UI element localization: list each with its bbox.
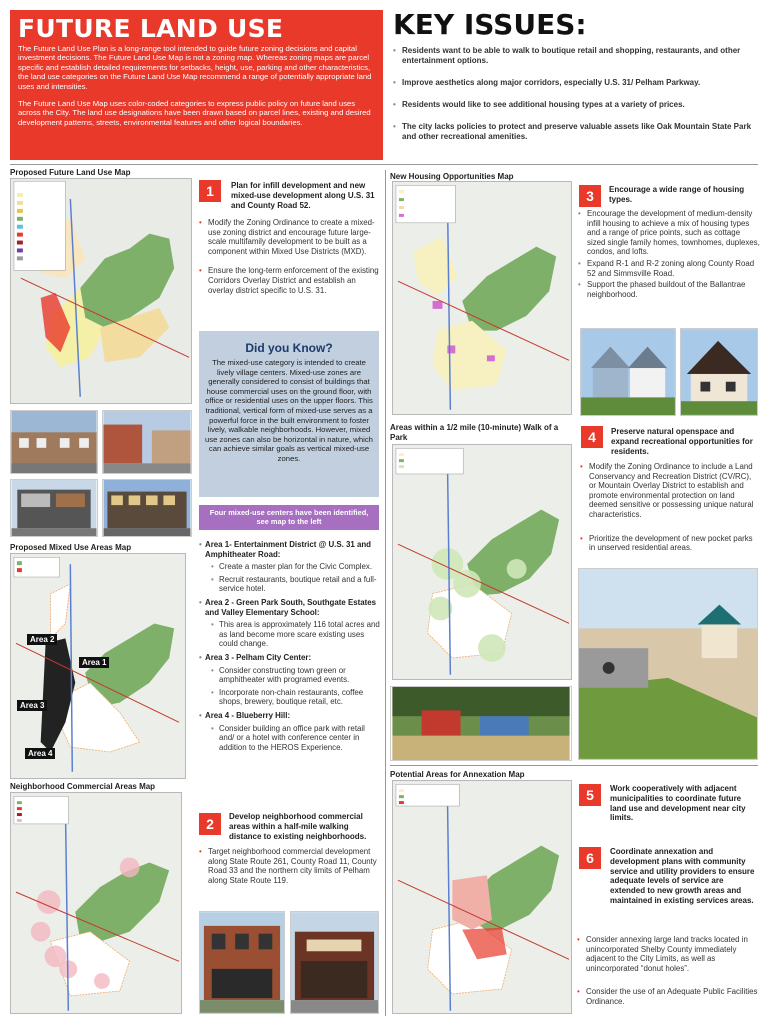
- goal-2-title: Develop neighborhood commercial areas within a half-mile walking distance to existing neighborhoods.: [229, 812, 367, 841]
- area-2-heading: • Area 2 - Green Park South, Southgate Estates and Valley Elementary School:: [199, 598, 381, 617]
- goal-1-title: Plan for infill development and new mixed-use development along U.S. 31 and County Road 52.: [231, 181, 375, 210]
- area-3-heading: • Area 3 - Pelham City Center:: [199, 653, 381, 663]
- goal-4-badge: 4: [581, 426, 603, 448]
- goal-4-bullets: [580, 462, 760, 559]
- header-divider: [10, 164, 758, 165]
- cottage-homes-photo: [580, 328, 676, 416]
- area-3-item: • Consider constructing town green or amphitheater with programed events.: [211, 666, 381, 685]
- page-title: FUTURE LAND USE: [18, 14, 284, 43]
- area-1-item: • Recruit restaurants, boutique retail and a full-service hotel.: [211, 575, 381, 594]
- goal-3-bullet: • Support the phased buildout of the Ballantrae neighborhood.: [578, 280, 760, 299]
- key-issue: • Residents want to be able to walk to boutique retail and shopping, restaurants, and other entertainment options.: [393, 46, 763, 66]
- goal-4-bullet: • Prioritize the development of new pocket parks in unserved residential areas.: [580, 534, 760, 553]
- goal-1-badge: 1: [199, 180, 221, 202]
- column-divider: [385, 170, 386, 1016]
- right-divider: [390, 765, 758, 766]
- goal-3-bullet: • Encourage the development of medium-density infill housing to achieve a mix of housing types and a range of price points, such as cottage sized single family homes, townhomes, duplexes, condos, and lofts.: [578, 209, 760, 257]
- goal-2-bullets: [199, 847, 381, 891]
- future-land-use-panel: [10, 10, 383, 160]
- area-4-heading: • Area 4 - Blueberry Hill:: [199, 711, 381, 721]
- cafe-photo: [290, 911, 379, 1014]
- land-use-map-title: Proposed Future Land Use Map: [10, 168, 131, 177]
- area-2-item: • This area is approximately 116 total acres and as land become more scare existing uses could change.: [211, 620, 381, 649]
- area-1-heading: • Area 1- Entertainment District @ U.S. 31 and Amphitheater Road:: [199, 540, 381, 559]
- area-3-item: • Incorporate non-chain restaurants, coffee shops, brewery, boutique retail, etc.: [211, 688, 381, 707]
- goal-3-badge: 3: [579, 185, 601, 207]
- future-land-use-map: [10, 178, 192, 404]
- goal-5-title: Work cooperatively with adjacent municipalities to coordinate future land use and development near city limits.: [610, 784, 746, 823]
- goal-5-badge: 5: [579, 784, 601, 806]
- walk-map-title: Areas within a 1/2 mile (10-minute) Walk of a Park: [390, 423, 559, 442]
- goal-4-bullet: • Modify the Zoning Ordinance to include a Land Conservancy and Recreation District (CV/RC), or Mountain Overlay District to establish and promote environmental protection on land deemed sensitive or possessing unique natural characteristics.: [580, 462, 760, 520]
- townhome-photo: [10, 410, 98, 474]
- goal-1-bullet: • Ensure the long-term enforcement of the existing Corridors Overlay District and establish an overlay district specific to U.S. 31.: [199, 266, 381, 295]
- area-3-label: Area 3: [17, 700, 47, 711]
- neighborhood-map-title: Neighborhood Commercial Areas Map: [10, 782, 156, 791]
- goal-6-bullet: • Consider the use of an Adequate Public Facilities Ordinance.: [577, 987, 759, 1006]
- area-4-item: • Consider building an office park with retail and/ or a hotel with conference center in addition to the HEROS Experience.: [211, 724, 381, 753]
- area-4-label: Area 4: [25, 748, 55, 759]
- neighborhood-commercial-map: [10, 792, 182, 1014]
- mixed-use-areas-map: [10, 553, 186, 779]
- mixed-use-callout: Four mixed-use centers have been identified, see map to the left: [199, 505, 379, 530]
- goal-2-badge: 2: [199, 813, 221, 835]
- area-1-item: • Create a master plan for the Civic Complex.: [211, 562, 381, 572]
- brick-storefront-photo: [199, 911, 285, 1014]
- playground-photo: [390, 686, 572, 761]
- goal-3-bullets: [578, 209, 760, 305]
- mixed-use-street-photo: [102, 410, 192, 474]
- key-issues-list: [393, 46, 763, 142]
- annexation-map-title: Potential Areas for Annexation Map: [390, 770, 525, 779]
- did-you-know-title: Did you Know?: [245, 341, 333, 355]
- goal-6-bullets: [577, 935, 759, 1013]
- key-issues-title: KEY ISSUES:: [393, 8, 587, 41]
- key-issues-panel: [393, 10, 763, 160]
- goal-3-title: Encourage a wide range of housing types.: [609, 185, 745, 204]
- goal-6-bullet: • Consider annexing large land tracks located in unincorporated Shelby County immediately adjacent to the City Limits, as well as unincorporated “donut holes”.: [577, 935, 759, 973]
- goal-6-badge: 6: [579, 847, 601, 869]
- key-issue: • Residents would like to see additional housing types at a variety of prices.: [393, 100, 763, 110]
- gazebo-park-photo: [578, 568, 758, 760]
- goal-6-title: Coordinate annexation and development plans with community service and utility providers to ensure adequate levels of service are extended to new growth areas and maintained in existing services areas.: [610, 847, 755, 905]
- did-you-know-body: The mixed-use category is intended to create lively village centers. Mixed-use zones are generally considered to consist of buildings that house commercial uses on the ground floor, with office or residential uses on the upper floors. This traditional, vertical form of mixed-use serves as a powerful force in the built environment to foster lively, walkable neighborhoods. However, mixed use zones can also be horizontal in nature, which can achieve similar goals as vertical mixed-use zones.: [205, 358, 373, 463]
- park-walk-map: [392, 444, 572, 680]
- key-issue: • The city lacks policies to protect and preserve valuable assets like Oak Mountain State Park and other recreational amenities.: [393, 122, 763, 142]
- goal-2-bullet: • Target neighborhood commercial development along State Route 261, County Road 11, County Road 33 and the northern city limits of Pelham along State Route 119.: [199, 847, 381, 885]
- goal-1-bullets: [199, 218, 381, 301]
- goal-3-bullet: • Expand R-1 and R-2 zoning along County Road 52 and Simmsville Road.: [578, 259, 760, 278]
- lofts-photo: [102, 479, 192, 537]
- area-1-label: Area 1: [79, 657, 109, 668]
- did-you-know-box: [199, 331, 379, 497]
- new-housing-map: [392, 181, 572, 415]
- intro-paragraph-2: The Future Land Use Map uses color-coded categories to express public policy on future land uses across the City. The land use designations have been drawn based on parcel lines, existing and desired development patterns, streets, environmental features and other logical boundaries.: [18, 99, 371, 127]
- tudor-home-photo: [680, 328, 758, 416]
- goal-1-bullet: • Modify the Zoning Ordinance to create a mixed-use zoning district and encourage future large-scale multifamily development to be built as a component within Mixed Use Districts (MXD).: [199, 218, 381, 256]
- annexation-map: [392, 780, 572, 1014]
- goal-4-title: Preserve natural openspace and expand recreational opportunities for residents.: [611, 427, 753, 456]
- key-issue: • Improve aesthetics along major corridors, especially U.S. 31/ Pelham Parkway.: [393, 78, 763, 88]
- intro-paragraph-1: The Future Land Use Plan is a long-range tool intended to guide future zoning decisions and capital investment decisions. The Future Land Use Map is not a zoning map. Whereas zoning maps are parcel specific and establish detailed requirements for setbacks, height, use, parking and other characteristics, the land use categories on the Future Land Use Map recommend a range of potentially appropriate land uses and intensities.: [18, 44, 372, 91]
- area-2-label: Area 2: [27, 634, 57, 645]
- housing-map-title: New Housing Opportunities Map: [390, 172, 514, 181]
- mixed-use-areas-list: [199, 536, 381, 752]
- mixed-use-map-title: Proposed Mixed Use Areas Map: [10, 543, 132, 552]
- modern-building-photo: [10, 479, 98, 537]
